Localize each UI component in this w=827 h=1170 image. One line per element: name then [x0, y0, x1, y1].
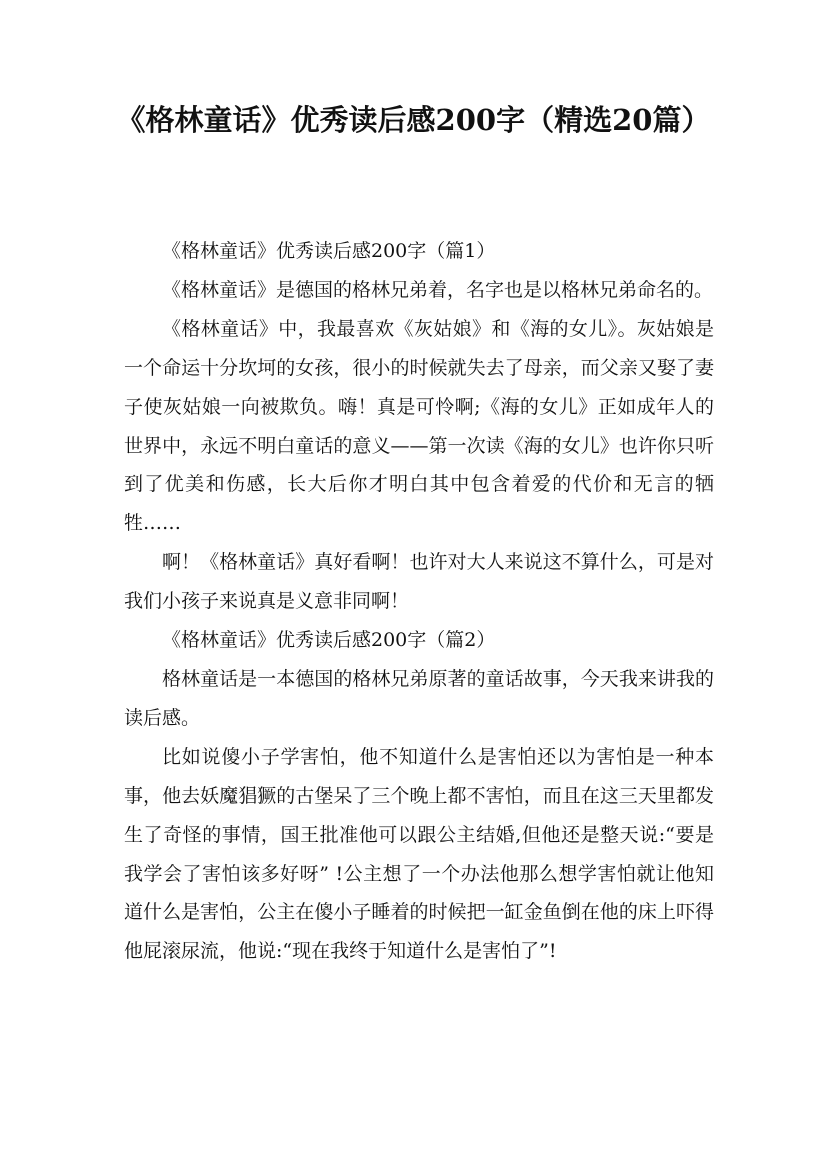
section-heading-2: 《格林童话》优秀读后感200字（篇2）	[162, 629, 496, 652]
paragraph: 《格林童话》是德国的格林兄弟着，名字也是以格林兄弟命名的。	[162, 278, 714, 301]
paragraph: 格林童话是一本德国的格林兄弟原著的童话故事，今天我来讲我的读后感。	[124, 667, 714, 729]
paragraph: 比如说傻小子学害怕，他不知道什么是害怕还以为害怕是一种本事，他去妖魔猖獗的古堡呆了三个晚上都不害怕，而且在这三天里都发生了奇怪的事情，国王批准他可以跟公主结婚,但他还是整天说:“要是我学会了害怕该多好呀” !公主想了一个办法他那么想学害怕就让他知道什么是害怕，公主在傻小子睡着的时候把一缸金鱼倒在他的床上吓得他屁滚尿流，他说:“现在我终于知道什么是害怕了”!	[124, 745, 714, 963]
section-heading-1: 《格林童话》优秀读后感200字（篇1）	[162, 240, 496, 262]
paragraph: 啊！《格林童话》真好看啊！也许对大人来说这不算什么，可是对我们小孩子来说真是义意非同啊！	[124, 551, 714, 613]
document-title: 《格林童话》优秀读后感200字（精选20篇）	[116, 103, 711, 137]
document-body	[124, 232, 714, 971]
paragraph: 《格林童话》中，我最喜欢《灰姑娘》和《海的女儿》。灰姑娘是一个命运十分坎坷的女孩，很小的时候就失去了母亲，而父亲又娶了妻子使灰姑娘一向被欺负。嗨！真是可怜啊;《海的女儿》正如成年人的世界中，永远不明白童话的意义——第一次读《海的女儿》也许你只听到了优美和伤感，长大后你才明白其中包含着爱的代价和无言的牺牲……	[124, 317, 714, 535]
